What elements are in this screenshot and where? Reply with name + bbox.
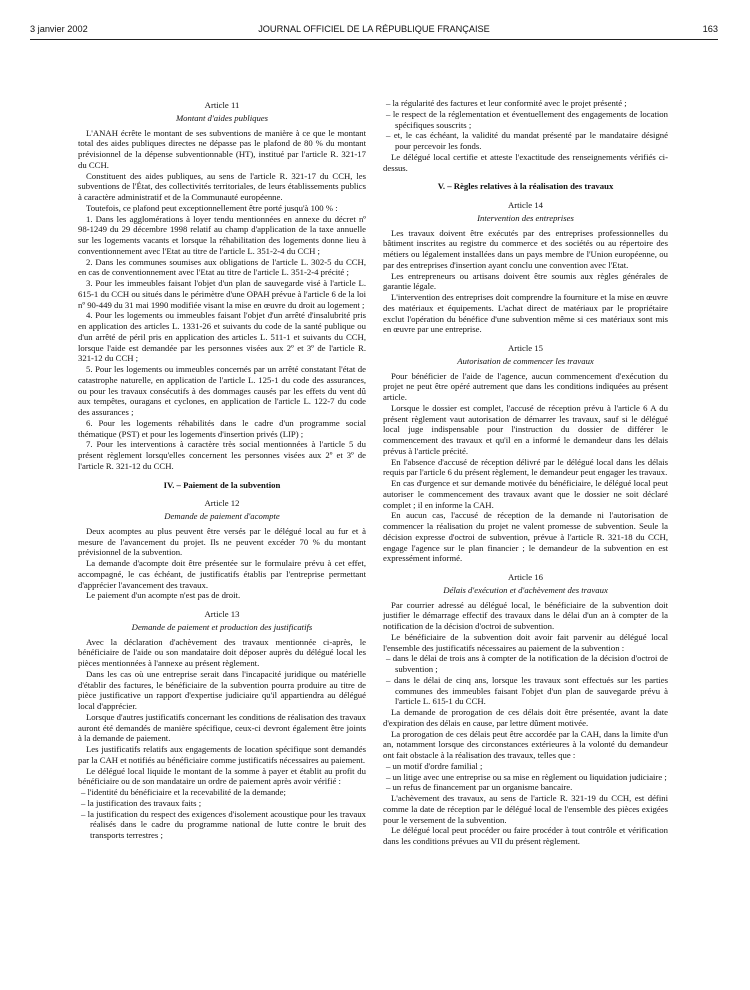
- paragraph: La demande de prorogation de ces délais doit être présentée, avant la date d'expiration des délais en cause, par lettre dûment motivée.: [383, 707, 668, 728]
- paragraph: Avec la déclaration d'achèvement des travaux mentionnée ci-après, le bénéficiaire de l'aide ou son mandataire doit déposer auprès du délégué local les pièces mentionnées à l'annexe au présent règlement.: [78, 636, 366, 668]
- list-item: – le respect de la réglementation et éventuellement des engagements de location spécifiques souscrits ;: [383, 109, 668, 131]
- list-item: – la régularité des factures et leur conformité avec le projet présenté ;: [383, 98, 668, 109]
- paragraph: Pour bénéficier de l'aide de l'agence, aucun commencement d'exécution du projet ne peut être opéré autrement que dans les conditions indiquées au présent article.: [383, 370, 668, 402]
- list-item: – dans le délai de cinq ans, lorsque les travaux sont effectués sur les parties communes des immeubles faisant l'objet d'un plan de sauvegarde prévu à l'article L. 615-1 du CCH.: [383, 675, 668, 707]
- article-title: Article 13: [204, 609, 240, 619]
- page-header: [30, 24, 718, 40]
- paragraph: Par courrier adressé au délégué local, le bénéficiaire de la subvention doit justifier le démarrage effectif des travaux dans le délai d'un an à compter de la notification de la décision d'octroi de subvention.: [383, 599, 668, 631]
- right-column: [383, 98, 668, 847]
- list-item: – la justification des travaux faits ;: [78, 798, 366, 809]
- numbered-item: 1. Dans les agglomérations à loyer tendu mentionnées en annexe du décret nº 98-1249 du 29 décembre 1998 relatif au champ d'application de la taxe annuelle sur les logements vacants et lorsque la réhabilitation des logements donne lieu à conventionnement avec l'Etat au titre de l'article L. 351-2-4 du CCH ;: [78, 213, 366, 256]
- paragraph: Les justificatifs relatifs aux engagements de location spécifique sont demandés par la CAH et notifiés au bénéficiaire comme justificatifs nécessaires au paiement.: [78, 744, 366, 765]
- section-heading: IV. – Paiement de la subvention: [163, 479, 281, 490]
- list-item: – dans le délai de trois ans à compter de la notification de la décision d'octroi de subvention ;: [383, 653, 668, 675]
- numbered-item: 4. Pour les logements ou immeubles faisant l'objet d'un arrêté d'insalubrité pris en application des articles L. 1331-26 et suivants du code de la santé publique ou d'un arrêté de péril pris en application des articles L. 511-1 et suivants du CCH, lorsque l'aide est demandée par les personnes visées aux 2º et 3º de l'article R. 321-12 du CCH ;: [78, 310, 366, 364]
- paragraph: Toutefois, ce plafond peut exceptionnellement être porté jusqu'à 100 % :: [86, 202, 338, 213]
- numbered-item: 7. Pour les interventions à caractère très social mentionnées à l'article 5 du présent règlement lorsqu'elles concernent les personnes visées aux 2º et 3º de l'article R. 321-12 du CCH.: [78, 439, 366, 471]
- section-heading: V. – Règles relatives à la réalisation des travaux: [437, 181, 614, 192]
- paragraph: L'intervention des entreprises doit comprendre la fourniture et la mise en œuvre des matériaux et équipements. L'achat direct de matériaux par le propriétaire exclut l'opération du bénéfice d'une subvention même si ces matériaux sont mis en œuvre par une entreprise.: [383, 292, 668, 335]
- article-subtitle: Délais d'exécution et d'achèvement des travaux: [443, 584, 608, 595]
- paragraph: L'achèvement des travaux, au sens de l'article R. 321-19 du CCH, est défini comme la date de réception par le délégué local de l'ensemble des pièces exigées pour le versement de la subvention.: [383, 793, 668, 825]
- list-item: – l'identité du bénéficiaire et la recevabilité de la demande;: [78, 787, 366, 798]
- paragraph: La prorogation de ces délais peut être accordée par la CAH, dans la limite d'un an, notamment lorsque des circonstances extérieures à la volonté du demandeur ont fait obstacle à la réalisation des travaux, telles que :: [383, 728, 668, 760]
- article-title: Article 12: [204, 498, 240, 509]
- article-title: Article 15: [508, 343, 543, 353]
- article-subtitle: Montant d'aides publiques: [175, 112, 269, 123]
- article-subtitle: Autorisation de commencer les travaux: [457, 355, 594, 366]
- list-item: – un motif d'ordre familial ;: [383, 761, 668, 772]
- paragraph: Le délégué local liquide le montant de la somme à payer et établit au profit du bénéficiaire ou de son mandataire un ordre de paiement après avoir vérifié :: [78, 765, 366, 787]
- numbered-item: 2. Dans les communes soumises aux obligations de l'article L. 302-5 du CCH, en cas de conventionnement avec l'Etat au titre de l'article L. 351-2-4 précité ;: [78, 256, 366, 278]
- paragraph: En cas d'urgence et sur demande motivée du bénéficiaire, le délégué local peut autoriser le commencement des travaux avant que le dossier ne soit déclaré complet ; il en informe la CAH.: [383, 478, 668, 510]
- header-rule: [30, 39, 718, 40]
- paragraph: Le paiement d'un acompte n'est pas de droit.: [86, 590, 241, 601]
- paragraph: Dans les cas où une entreprise serait dans l'incapacité juridique ou matérielle d'établir des factures, le bénéficiaire de la subvention pourra produire au titre de pièce justificative un rapport d'expertise judiciaire qu'il appartiendra au délégué local d'apprécier.: [78, 668, 366, 711]
- paragraph: Lorsque le dossier est complet, l'accusé de réception prévu à l'article 6 A du présent règlement vaut autorisation de démarrer les travaux, sauf si le délégué local juge indispensable pour l'instruction du dossier de différer le commencement des travaux et qu'il en a informé le demandeur dans les délais prévus à l'article précité.: [383, 402, 668, 456]
- paragraph: Constituent des aides publiques, au sens de l'article R. 321-17 du CCH, les subventions de l'État, des collectivités territoriales, de leurs établissements publics à caractère administratif et de la Communauté européenne.: [78, 170, 366, 202]
- paragraph: En l'absence d'accusé de réception délivré par le délégué local dans les délais requis par l'article 6 du présent règlement, le demandeur peut engager les travaux.: [383, 456, 668, 478]
- page-number: 163: [702, 24, 718, 34]
- issue-date: 3 janvier 2002: [30, 24, 88, 34]
- paragraph: Le délégué local peut procéder ou faire procéder à tout contrôle et vérification dans les conditions prévues au VII du présent règlement.: [383, 825, 668, 846]
- numbered-item: 5. Pour les logements ou immeubles concernés par un arrêté constatant l'état de catastrophe naturelle, en application de l'article L. 125-1 du code des assurances, ou pour les travaux consécutifs à des dommages causés par les effets du vent dû aux tempêtes, ouragans et cyclones, en application de l'article L. 122-7 du code des assurances ;: [78, 364, 366, 417]
- paragraph: La demande d'acompte doit être présentée sur le formulaire prévu à cet effet, accompagné, le cas échéant, de justificatifs établis par l'entreprise permettant d'apprécier l'avancement des travaux.: [78, 558, 366, 590]
- paragraph: En aucun cas, l'accusé de réception de la demande ni l'autorisation de commencer la réalisation du projet ne valent promesse de subvention. Seule la décision expresse d'octroi de subvention, prévue à l'article R. 321-18 du CCH, engage l'agence sur le plan financier ; le demandeur de la subvention en est expressément informé.: [383, 510, 668, 564]
- article-title: Article 16: [508, 572, 543, 582]
- list-item: – la justification du respect des exigences d'isolement acoustique pour les travaux réalisés dans le cadre du programme national de lutte contre le bruit des transports terrestres ;: [78, 809, 366, 841]
- article-subtitle: Demande de paiement et production des justificatifs: [131, 621, 313, 632]
- paragraph: Le bénéficiaire de la subvention doit avoir fait parvenir au délégué local l'ensemble des justificatifs nécessaires au paiement de la subvention :: [383, 631, 668, 653]
- left-column: [78, 100, 366, 841]
- article-subtitle: Intervention des entreprises: [477, 212, 574, 223]
- paragraph: Les entrepreneurs ou artisans doivent être soumis aux règles générales de garantie légale.: [383, 270, 668, 292]
- list-item: – et, le cas échéant, la validité du mandat présenté par le mandataire désigné pour percevoir les fonds.: [383, 130, 668, 152]
- journal-title: JOURNAL OFFICIEL DE LA RÉPUBLIQUE FRANÇAISE: [258, 24, 490, 34]
- paragraph: Les travaux doivent être exécutés par des entreprises professionnelles du bâtiment inscrites au registre du commerce et des sociétés ou au répertoire des métiers ou légalement installées dans un pays membre de l'Union européenne, ou par des entreprises d'insertion ayant conclu une convention avec l'Etat.: [383, 227, 668, 270]
- paragraph: Lorsque d'autres justificatifs concernant les conditions de réalisation des travaux auront été demandés de manière spécifique, ceux-ci devront également être joints à la demande de paiement.: [78, 711, 366, 744]
- article-title: Article 14: [508, 200, 543, 210]
- article-title: Article 11: [204, 100, 240, 110]
- list-item: – un refus de financement par un organisme bancaire.: [383, 782, 668, 793]
- paragraph: Le délégué local certifie et atteste l'exactitude des renseignements vérifiés ci-dessus.: [383, 151, 668, 173]
- numbered-item: 3. Pour les immeubles faisant l'objet d'un plan de sauvegarde visé à l'article L. 615-1 du CCH ou situés dans le périmètre d'une OPAH prévue à l'article 6 de la loi nº 90-449 du 31 mai 1990 modifiée visant la mise en œuvre du droit au logement ;: [78, 278, 366, 310]
- numbered-item: 6. Pour les logements réhabilités dans le cadre d'un programme social thématique (PST) et pour les logements d'insertion privés (LIP) ;: [78, 417, 366, 439]
- list-item: – un litige avec une entreprise ou sa mise en règlement ou liquidation judiciaire ;: [383, 772, 668, 783]
- paragraph: Deux acomptes au plus peuvent être versés par le délégué local au fur et à mesure de l'avancement du projet. Ils ne peuvent excéder 70 % du montant prévisionnel de la subvention.: [78, 525, 366, 558]
- article-subtitle: Demande de paiement d'acompte: [164, 511, 280, 521]
- paragraph: L'ANAH écrête le montant de ses subventions de manière à ce que le montant total des aides publiques directes ne dépasse pas le plafond de 80 % du montant prévisionnel de la dépense subventionnable (HT), institué par l'article R. 321-17 du CCH.: [78, 127, 366, 170]
